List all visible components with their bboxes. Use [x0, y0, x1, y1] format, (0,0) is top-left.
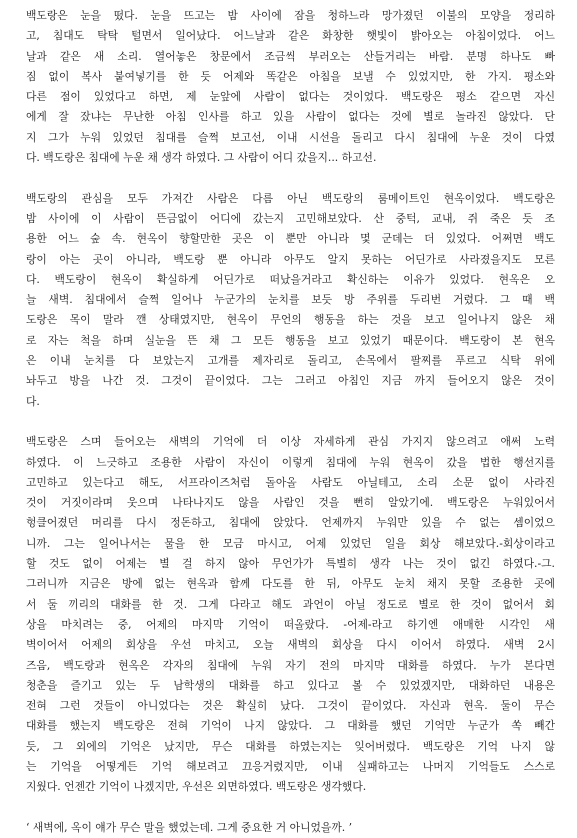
- text-line: 백도랑은 눈을 떴다. 눈을 뜨고는 밤 사이에 잠을 청하느라 망가졌던 이불의 모양을 정리하: [26, 9, 555, 22]
- text-line: 것이 거짓이라며 웃으며 나타나지도 않을 사람인 것을 뻔히 알았기에. 백도랑은 누워있어서: [26, 496, 555, 510]
- text-line: 고민하고 있는다고 해도, 서프라이즈처럼 돌아올 사람도 아닐테고, 소리 소문 없이 사라진: [26, 475, 555, 489]
- quote-line: ‘ 새벽에, 옥이 얘가 무슨 말을 했었는데. 그게 중요한 거 아니었을까. ’: [26, 820, 353, 834]
- text-line: 다른 점이 있었다고 하면, 제 눈앞에 사람이 없다는 것이었다. 백도랑은 평소 같으면 자신: [26, 90, 555, 104]
- text-line: 다. 백도랑은 침대에 누운 채 생각 하였다. 그 사람이 어디 갔을지... 하고선.: [26, 151, 377, 165]
- text-line: 하였다. 이 느긋하고 조용한 사람이 자신이 이렇게 침대에 누워 현옥이 갔을 법한 행선지를: [26, 455, 555, 469]
- quote-paragraph: [26, 818, 555, 838]
- paragraph-2: [26, 189, 555, 412]
- paragraph-1: [26, 6, 555, 168]
- text-line: 는 기억을 어떻게든 기억 해보려고 끄응거렸지만, 이내 실패하고는 나머지 기억들도 스스로: [26, 759, 555, 773]
- paragraph-gap: [26, 412, 555, 432]
- text-line: 듯, 그 외에의 기억은 났지만, 무슨 대화를 하였는지는 잊어버렸다. 백도랑은 기억 나지 않: [26, 739, 555, 753]
- text-line: 청춘을 즐기고 있는 두 남학생의 대화를 하고 있다고 볼 수 있었겠지만, 대화하던 내용은: [26, 678, 555, 692]
- text-line: 늘 새벽. 침대에서 슬쩍 일어나 누군가의 눈치를 보듯 방 주위를 두리번 거렸다. 그 때 백: [26, 293, 555, 307]
- text-line: 전혀 그런 것들이 아니었다는 것은 확실히 났다. 그것이 끝이었다. 자신과 현옥. 둘이 무슨: [26, 699, 555, 713]
- text-line: 로 자는 척을 하며 실눈을 뜬 채 그 모든 행동을 보고 있었기 때문이다. 백도랑이 본 현옥: [26, 333, 555, 347]
- text-line: 다. 백도랑이 현옥이 확실하게 어딘가로 떠났을거라고 확신하는 이유가 있었다. 현옥은 오: [26, 272, 555, 286]
- paragraph-gap: [26, 798, 555, 818]
- text-line: 날과 같은 새 소리. 열어놓은 창문에서 조금씩 부러오는 산들거리는 바람. 분명 하나도 빠: [26, 49, 555, 63]
- text-line: 도랑은 목이 말라 깬 상태였지만, 현옥이 무언의 행동을 하는 것을 보고 일어나지 않은 채: [26, 313, 555, 327]
- text-line: 놔두고 방을 나간 것. 그것이 끝이었다. 그는 그러고 아침인 지금 까지 들어오지 않은 것이: [26, 374, 555, 388]
- text-line: 에게 잘 잤냐는 무난한 아침 인사를 하고 있을 사람이 없다는 것에 별로 놀라진 않았다. 단: [26, 110, 555, 124]
- text-line: 짐 없이 복사 붙여넣기를 한 듯 어제와 똑같은 아침을 보낼 수 있었지만, 한 가지. 평소와: [26, 69, 555, 83]
- text-line: 밤 사이에 이 사람이 뜬금없이 어디에 갔는지 고민해보았다. 산 중턱, 교내, 쥐 죽은 듯 조: [26, 211, 555, 225]
- text-line: 그러니까 지금은 방에 없는 현옥과 함께 다도를 한 뒤, 아무도 눈치 채지 못할 조용한 곳에: [26, 577, 555, 591]
- text-line: 다.: [26, 394, 40, 408]
- text-line: 서 둘 끼리의 대화를 한 것. 그게 다라고 해도 과언이 아닐 정도로 별로 한 것이 없어서 회: [26, 597, 555, 611]
- text-line: 헝클어졌던 머리를 다시 정돈하고, 침대에 앉았다. 언제까지 누워만 있을 수 없는 셈이었으: [26, 516, 555, 530]
- text-line: 백도랑은 스며 들어오는 새벽의 기억에 더 이상 자세하게 관심 가지지 않으려고 애써 노력: [26, 435, 555, 449]
- paragraph-gap: [26, 168, 555, 188]
- text-line: 은 이내 눈치를 다 보았는지 고개를 제자리로 돌리고, 손목에서 팔찌를 푸르고 식탁 위에: [26, 354, 555, 368]
- text-line: 니까. 그는 일어나서는 물을 한 모금 마시고, 어제 있었던 일을 회상 해보았다.-회상이라고: [26, 536, 555, 550]
- text-line: 지 그가 누워 있었던 침대를 슬쩍 보고선, 이내 시선을 돌리고 다시 침대에 누운 것이 다였: [26, 130, 555, 144]
- paragraph-3: [26, 432, 555, 797]
- text-line: 지웠다. 언젠간 기억이 나겠지만, 우선은 외면하였다. 백도랑은 생각했다.: [26, 780, 367, 794]
- text-line: 대화를 했는지 백도랑은 전혀 기억이 나지 않았다. 그 대화를 했던 기억만 누군가 쏙 빼간: [26, 719, 555, 733]
- text-line: 벽이어서 어제의 회상을 우선 마치고, 오늘 새벽의 회상을 다시 이어서 하였다. 새벽 2시: [26, 638, 555, 652]
- text-line: 백도랑의 관심을 모두 가져간 사람은 다름 아닌 백도랑의 룸메이트인 현옥이었다. 백도랑은: [26, 191, 555, 205]
- text-line: 상을 마치려는 중, 어제의 마지막 기억이 떠올랐다. -어제-라고 하기엔 애매한 시각인 새: [26, 617, 555, 631]
- text-line: 용한 어느 숲 속. 현옥이 향할만한 곳은 이 뿐만 아니라 몇 군데는 더 있었다. 어쩌면 백도: [26, 232, 555, 246]
- text-line: 랑이 아는 곳이 아니라, 백도랑 뿐 아니라 아무도 알지 못하는 어딘가로 사라졌을지도 모른: [26, 252, 555, 266]
- text-line: 즈음, 백도랑과 현옥은 각자의 침대에 누워 자기 전의 마지막 대화를 하였다. 누가 본다면: [26, 658, 555, 672]
- text-line: 할 것도 없이 어제는 별 걸 하지 않아 무언가가 특별히 생각 나는 것이 없긴 하였다.-그.: [26, 557, 555, 571]
- text-line: 고, 침대도 탁탁 털면서 일어났다. 어느날과 같은 화창한 햇빛이 밝아오는 아침이었다. 어느: [26, 29, 555, 43]
